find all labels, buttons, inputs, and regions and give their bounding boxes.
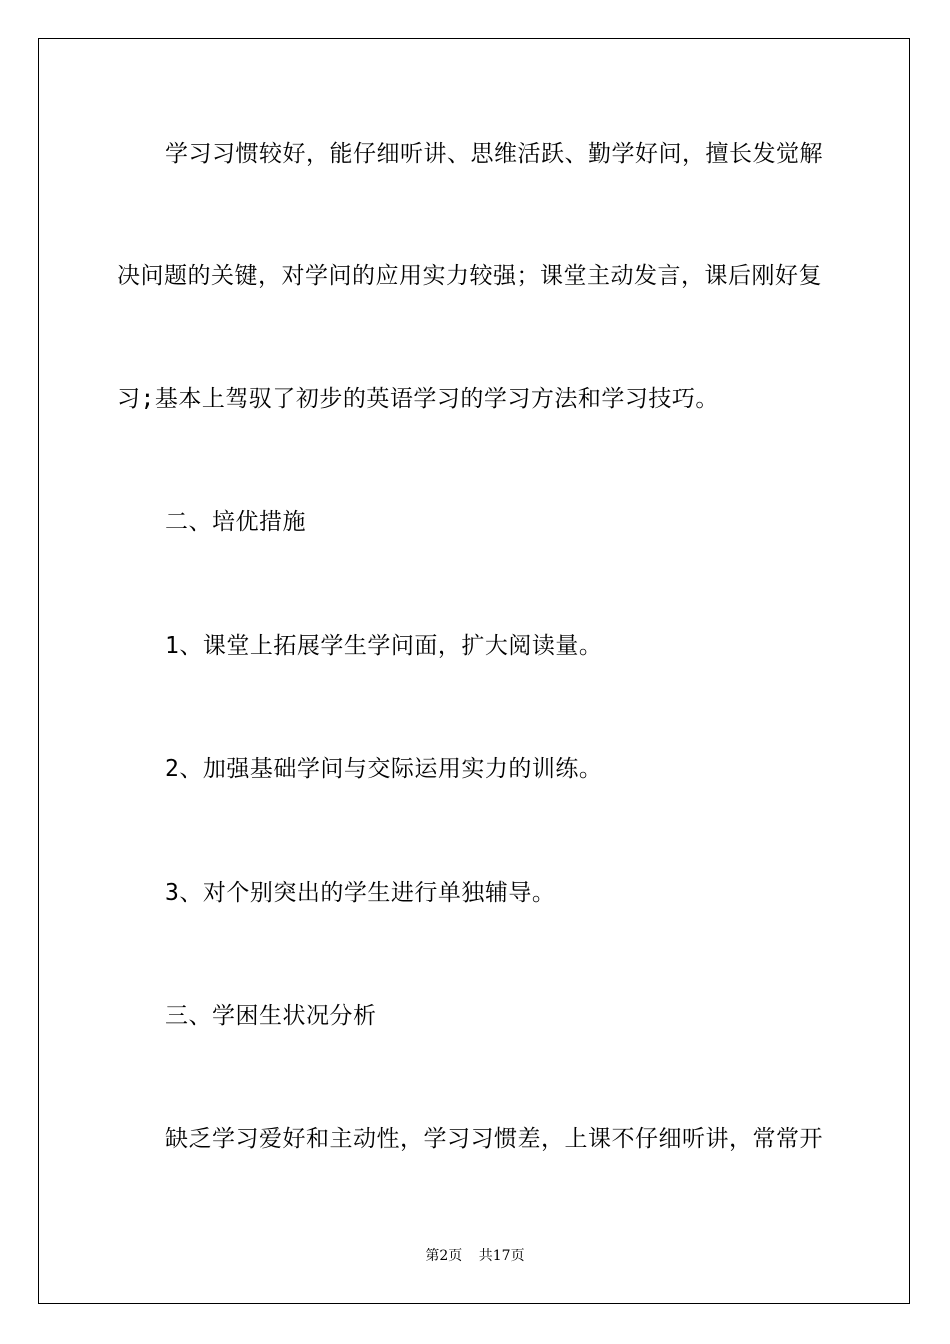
page-number: 第2页 bbox=[425, 1248, 463, 1264]
list-item-2: 2、加强基础学问与交际运用实力的训练。 bbox=[165, 756, 603, 782]
page-total: 共17页 bbox=[478, 1248, 525, 1264]
paragraph-line-2: 决问题的关键，对学问的应用实力较强；课堂主动发言，课后刚好复 bbox=[117, 263, 822, 289]
page-footer bbox=[39, 1247, 911, 1265]
paragraph-line-4: 缺乏学习爱好和主动性，学习习惯差，上课不仔细听讲，常常开 bbox=[165, 1126, 823, 1152]
page-frame bbox=[38, 38, 910, 1304]
paragraph-line-1: 学习习惯较好，能仔细听讲、思维活跃、勤学好问，擅长发觉解 bbox=[165, 141, 823, 167]
paragraph-line-3: 习;基本上驾驭了初步的英语学习的学习方法和学习技巧。 bbox=[117, 386, 719, 412]
list-item-3: 3、对个别突出的学生进行单独辅导。 bbox=[165, 880, 556, 906]
section-heading-2: 二、培优措施 bbox=[165, 509, 306, 535]
list-item-1: 1、课堂上拓展学生学问面，扩大阅读量。 bbox=[165, 633, 603, 659]
section-heading-3: 三、学困生状况分析 bbox=[165, 1003, 377, 1029]
